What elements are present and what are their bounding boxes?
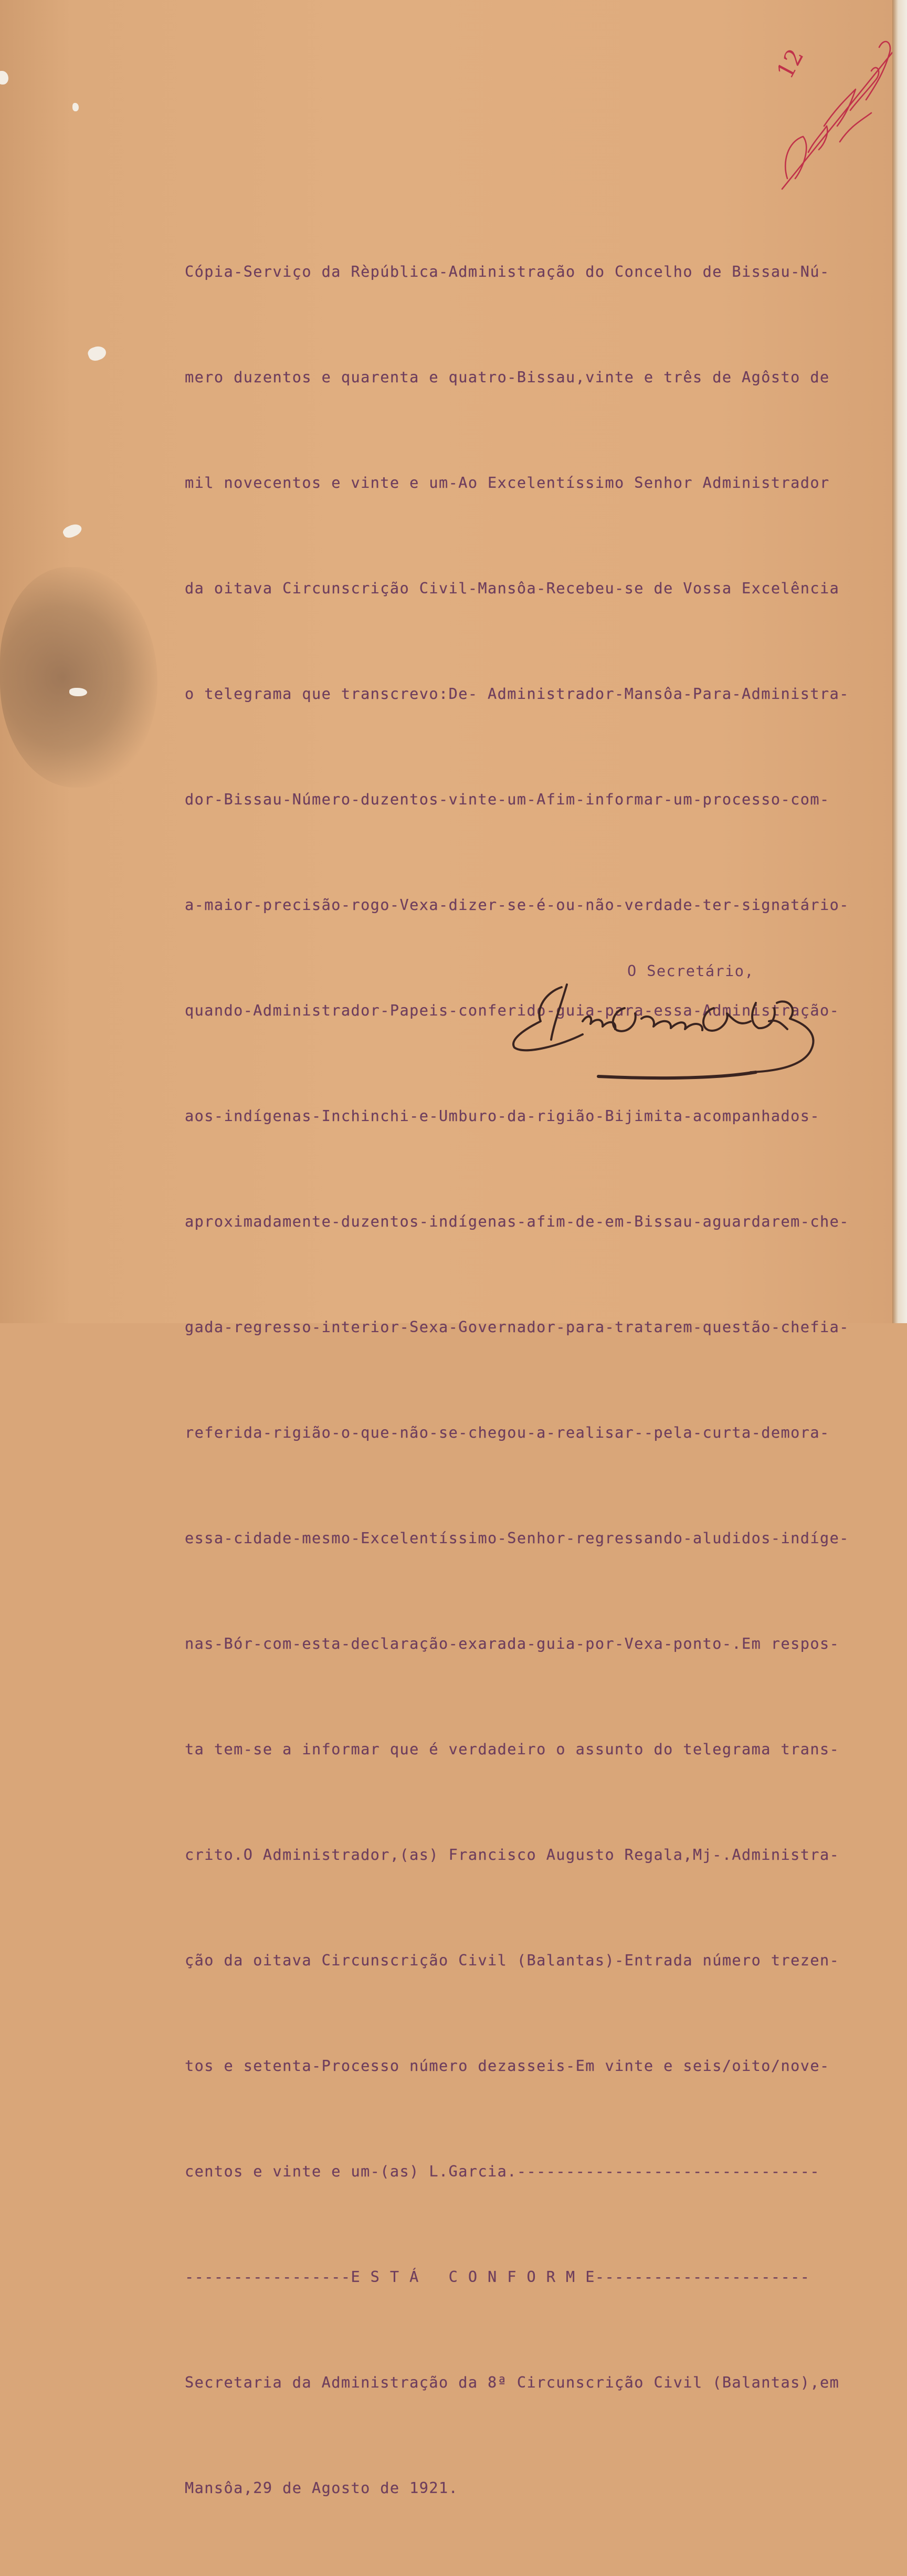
text-line: crito.O Administrador,(as) Francisco Augusto Regala,Mj-.Administra- [185,1846,840,1863]
water-stain [0,567,157,788]
text-line: nas-Bór-com-esta-declaração-exarada-guia-por-Vexa-ponto-.Em respos- [185,1635,840,1652]
text-line: a-maior-precisão-rogo-Vexa-dizer-se-é-ou-não-verdade-ter-signatário- [185,896,849,914]
text-line: ta tem-se a informar que é verdadeiro o assunto do telegrama trans- [185,1740,840,1758]
paper-damage-3 [61,521,83,540]
margin-stamp-number: 12 [772,44,809,83]
paper-damage-4 [69,688,87,696]
text-line: ção da oitava Circunscrição Civil (Balantas)-Entrada número trezen- [185,1951,840,1969]
text-line: gada-regresso-interior-Sexa-Governador-para-tratarem-questão-chefia- [185,1318,849,1336]
signatory-title: O Secretário, [627,962,754,980]
text-line: dor-Bissau-Número-duzentos-vinte-um-Afim-informar-um-processo-com- [185,790,830,808]
text-line: da oitava Circunscrição Civil-Mansôa-Recebeu-se de Vossa Excelência [185,579,840,597]
text-line: Secretaria da Administração da 8ª Circunscrição Civil (Balantas),em [185,2373,840,2391]
paper-right-edge [892,0,907,1323]
typed-letter-body [185,184,893,2576]
text-line: aproximadamente-duzentos-indígenas-afim-de-em-Bissau-aguardarem-che- [185,1212,849,1230]
text-line: centos e vinte e um-(as) L.Garcia.------------------------------- [185,2162,820,2180]
margin-initials-stamp [772,21,898,194]
text-line: referida-rigião-o-que-não-se-chegou-a-realisar--pela-curta-demora- [185,1423,830,1441]
paper-damage-5 [72,103,79,111]
text-line: aos-indígenas-Inchinchi-e-Umburo-da-rigião-Bijimita-acompanhados- [185,1107,820,1125]
text-line: Mansôa,29 de Agosto de 1921. [185,2479,459,2497]
text-line: -----------------E S T Á C O N F O R M E---------------------- [185,2268,810,2286]
paper-damage-1 [0,71,8,85]
text-line: o telegrama que transcrevo:De- Administrador-Mansôa-Para-Administra- [185,685,849,703]
text-line: essa-cidade-mesmo-Excelentíssimo-Senhor-regressando-aludidos-indíge- [185,1529,849,1547]
text-line: mero duzentos e quarenta e quatro-Bissau,vinte e três de Agôsto de [185,368,830,386]
paper-damage-2 [87,344,108,363]
text-line: tos e setenta-Processo número dezasseis-Em vinte e seis/oito/nove- [185,2057,830,2075]
text-line: mil novecentos e vinte e um-Ao Excelentíssimo Senhor Administrador [185,474,830,491]
handwritten-signature [504,971,840,1092]
text-line: Cópia-Serviço da Rèpública-Administração do Concelho de Bissau-Nú- [185,263,830,280]
text-line: quando-Administrador-Papeis-conferido-guia-para-essa-Administração- [185,1001,840,1019]
